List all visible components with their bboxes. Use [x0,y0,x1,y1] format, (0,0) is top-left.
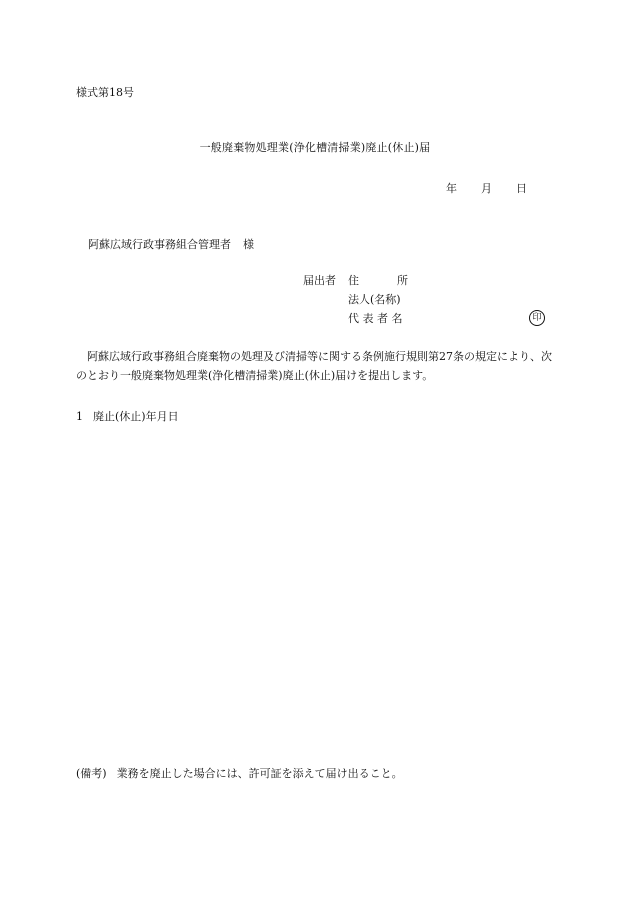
submitter-label: 届出者 [303,274,336,287]
seal-icon: 印 [529,310,545,326]
body-text: 阿蘇広域行政事務組合廃棄物の処理及び清掃等に関する条例施行規則第27条の規定により、次のとおり一般廃棄物処理業(浄化槽清掃業)廃止(休止)届けを提出します。 [76,350,552,382]
addressee [88,237,254,253]
date-year-label: 年 [446,182,457,195]
submitter-corporation-label: 法人(名称) [348,293,401,306]
addressee-name: 阿蘇広域行政事務組合管理者 [88,238,231,251]
addressee-honorific: 様 [243,238,254,251]
item-1 [76,409,179,425]
form-number: 様式第18号 [76,86,134,99]
document-title: 一般廃棄物処理業(浄化槽清掃業)廃止(休止)届 [199,141,431,154]
submitter-address-line [348,273,408,289]
submitter-representative-label: 代 表 者 名 [348,312,403,325]
item-1-label: 廃止(休止)年月日 [93,410,179,423]
date-line [446,181,527,197]
submitter-address-label: 住 [348,274,359,287]
submitter-address-label-2: 所 [397,274,408,287]
item-1-number: 1 [76,410,83,423]
date-day-label: 日 [516,182,527,195]
remarks-text: 業務を廃止した場合には、許可証を添えて届け出ること。 [116,767,403,780]
date-month-label: 月 [481,182,492,195]
remarks-label: (備考) [76,767,107,780]
remarks [76,766,403,782]
